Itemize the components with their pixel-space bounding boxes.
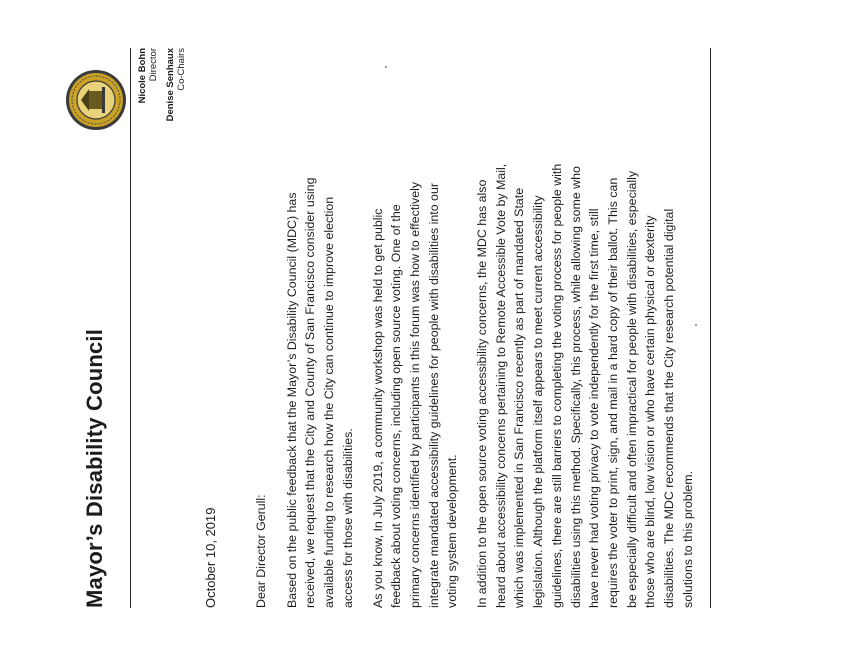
- officer-role: Co-Chairs: [176, 48, 187, 91]
- text-line: those who are blind, low vision or who have certain physical or dexterity: [643, 215, 658, 608]
- text-line: have never had voting privacy to vote independently for the first time, still: [587, 208, 602, 608]
- text-line: integrate mandated accessibility guidelines for people with disabilities into our: [426, 183, 441, 608]
- text-line: guidelines, there are still barriers to completing the voting process for people with: [549, 163, 564, 608]
- text-line: heard about accessibility concerns pertaining to Remote Accessible Vote by Mail,: [493, 163, 508, 608]
- text-line: received, we request that the City and County of San Francisco consider using: [303, 177, 318, 608]
- officer-name: Nicole Bohn: [137, 48, 148, 104]
- text-line: In addition to the open source voting accessibility concerns, the MDC has also: [475, 179, 490, 608]
- officer-name: Denise Senhaux: [165, 48, 176, 122]
- scan-speck: [695, 325, 697, 327]
- text-line: requires the voter to print, sign, and mail in a hard copy of their ballot. This can: [605, 177, 620, 608]
- text-line: which was implemented in San Francisco recently as part of mandated State: [512, 187, 527, 608]
- officer-role: Director: [148, 48, 159, 82]
- letter-body: [252, 48, 708, 608]
- text-line: legislation. Although the platform itself appears to meet current accessibility: [531, 195, 546, 608]
- footer-rule: [710, 48, 711, 608]
- salutation: Dear Director Gerull:: [254, 494, 268, 608]
- text-line: solutions to this problem.: [680, 470, 695, 608]
- text-line: primary concerns identified by participants in this forum was how to effectively: [407, 181, 422, 608]
- header-rule: [130, 48, 131, 608]
- text-line: disabilities using this method. Specifically, this process, while allowing some who: [568, 166, 583, 608]
- letter-date: October 10, 2019: [203, 507, 218, 608]
- city-seal-icon: [65, 69, 127, 131]
- paragraph: [369, 48, 463, 608]
- text-line: As you know, In July 2019, a community workshop was held to get public: [370, 208, 385, 608]
- paragraph: [473, 48, 697, 608]
- text-line: be especially difficult and often impractical for people with disabilities, especially: [624, 170, 639, 608]
- officers-block: [137, 48, 187, 121]
- text-line: disabilities. The MDC recommends that the City research potential digital: [662, 208, 677, 608]
- text-line: feedback about voting concerns, including open source voting. One of the: [389, 204, 404, 608]
- letter-sheet: [55, 48, 795, 608]
- scan-speck: [385, 66, 387, 68]
- text-line: available funding to research how the City can continue to improve election: [322, 196, 337, 608]
- letterhead-title: Mayor’s Disability Council: [82, 328, 107, 608]
- paragraph: [283, 48, 358, 608]
- text-line: access for those with disabilities.: [340, 428, 355, 608]
- text-line: Based on the public feedback that the Mayor’s Disability Council (MDC) has: [284, 192, 299, 608]
- text-line: voting system development.: [445, 454, 460, 608]
